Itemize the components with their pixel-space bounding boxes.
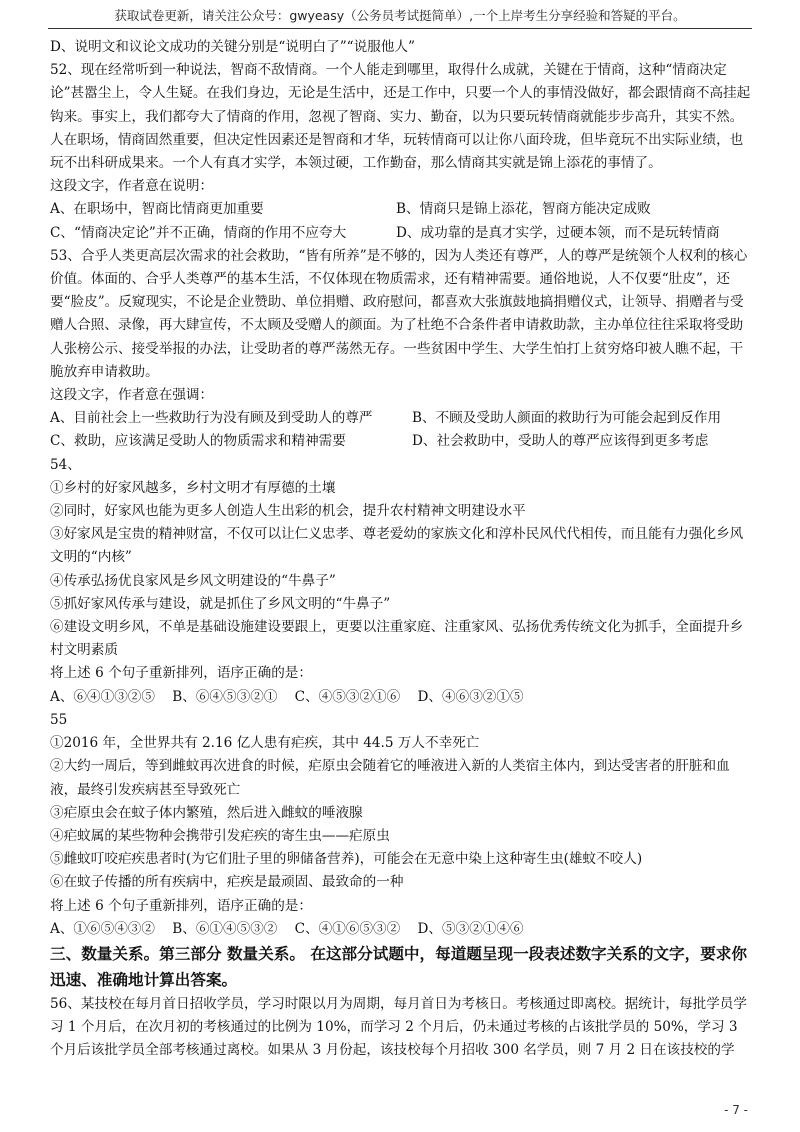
q53-options-row-2 [50, 430, 754, 453]
q54-options: A、⑥④①③②⑤ B、⑥④⑤③②① C、④⑤③②①⑥ D、④⑥③②①⑤ [50, 688, 524, 705]
q55-sentence-4: ④疟蚊属的某些物种会携带引发疟疾的寄生虫——疟原虫 [50, 827, 390, 844]
q55-sentence-2: ②大约一周后，等到雌蚊再次进食的时候，疟原虫会随着它的唾液进入新的人类宿主体内，到达受害者的肝脏和血液，最终引发疾病甚至导致死亡 [50, 758, 730, 798]
q55-sentence-5: ⑤雌蚊叮咬疟疾患者时(为它们肚子里的卵储备营养)，可能会在无意中染上这种寄生虫(雄蚊不咬人) [50, 851, 643, 868]
q54-sentence-5: ⑤抓好家风传承与建设，就是抓住了乡风文明的“牛鼻子” [50, 595, 391, 612]
q52-option-a: A、在职场中，智商比情商更加重要 [50, 201, 264, 218]
q53-passage: 53、合乎人类更高层次需求的社会救助，“皆有所养”是不够的，因为人类还有尊严，人的尊严是统领个人权利的核心价值。体面的、合乎人类尊严的基本生活，不仅体现在物质需求，还有精神需要。通俗地说，人不仅要“肚皮”，还要“脸皮”。反窥现实，不论是企业赞助、单位捐赠、政府慰问，都喜欢大张旗鼓地搞捐赠仪式，让领导、捐赠者与受赠人合照、录像，再大肆宣传，不太顾及受赠人的颜面。为了杜绝不合条件者申请救助款，主办单位往往采取将受助人张榜公示、接受举报的办法，让受助者的尊严荡然无存。一些贫困中学生、大学生怕打上贫穷烙印被人瞧不起，干脆放弃申请救助。 [50, 247, 748, 380]
q54-number: 54、 [50, 456, 81, 473]
q52-stem: 这段文字，作者意在说明： [50, 178, 214, 195]
q53-options-row-1 [50, 407, 754, 430]
q55-sentence-3: ③疟原虫会在蚊子体内繁殖，然后进入雌蚊的唾液腺 [50, 804, 363, 821]
q54-sentence-6: ⑥建设文明乡风，不单是基础设施建设要跟上，更要以注重家庭、注重家风、弘扬优秀传统文化为抓手，全面提升乡村文明素质 [50, 619, 744, 659]
q52-passage: 52、现在经常听到一种说法，智商不敌情商。一个人能走到哪里，取得什么成就，关键在于情商，这种“情商决定论”甚嚣尘上，令人生疑。在我们身边，无论是生活中，还是工作中，只要一个人的事情没做好，都会跟情商不高挂起钩来。事实上，我们都夸大了情商的作用，忽视了智商、实力、勤奋，以为只要玩转情商就能步步高升，其实不然。人在职场，情商固然重要，但决定性因素还是智商和才华，玩转情商可以让你八面玲珑，但毕竟玩不出实际业绩，也玩不出科研成果来。一个人有真才实学，本领过硬，工作勤奋，那么情商其实就是锦上添花的事情了。 [50, 62, 751, 172]
header-divider [48, 28, 752, 29]
q54-stem: 将上述 6 个句子重新排列，语序正确的是： [50, 665, 312, 682]
q55-stem: 将上述 6 个句子重新排列，语序正确的是： [50, 897, 312, 914]
q56-passage: 56、某技校在每月首日招收学员，学习时限以月为周期，每月首日为考核日。考核通过即离校。据统计，每批学员学习 1 个月后，在次月初的考核通过的比例为 10%，而学习 2 个月后，仍未通过考核的占该批学员的 50%，学习 3 个月后该批学员全部考核通过离校。如果从 3 月份起，该技校每个月招收 300 名学员，则 7 月 2 日在该技校的学 [50, 995, 747, 1059]
q54-sentence-1: ①乡村的好家风越多，乡村文明才有厚德的土壤 [50, 479, 336, 496]
q55-number: 55 [50, 711, 68, 728]
q55-sentence-1: ①2016 年，全世界共有 2.16 亿人患有疟疾，其中 44.5 万人不幸死亡 [50, 735, 480, 752]
q54-sentence-2: ②同时，好家风也能为更多人创造人生出彩的机会，提升农村精神文明建设水平 [50, 503, 526, 520]
prev-question-option-d: D、说明文和议论文成功的关键分别是“说明白了”“说服他人” [50, 39, 415, 55]
q55-sentence-6: ⑥在蚊子传播的所有疾病中，疟疾是最顽固、最致命的一种 [50, 874, 404, 891]
q53-option-b: B、不顾及受助人颜面的救助行为可能会起到反作用 [412, 410, 722, 427]
q52-options-row-1 [50, 198, 754, 221]
q52-option-d: D、成功靠的是真才实学，过硬本领，而不是玩转情商 [396, 224, 720, 241]
page-header: 获取试卷更新，请关注公众号：gwyeasy（公务员考试挺简单）,一个上岸考生分享经验和答疑的平台。 [114, 8, 686, 23]
q52-options-row-2 [50, 222, 754, 245]
page-content [50, 36, 754, 1063]
q53-option-d: D、社会救助中，受助人的尊严应该得到更多考虑 [412, 433, 709, 450]
q52-option-b: B、情商只是锦上添花，智商方能决定成败 [396, 201, 651, 218]
q54-sentence-3: ③好家风是宝贵的精神财富，不仅可以让仁义忠孝、尊老爱幼的家族文化和淳朴民风代代相传，而且能有力强化乡风文明的“内核” [50, 526, 744, 566]
q53-option-a: A、目前社会上一些救助行为没有顾及到受助人的尊严 [50, 410, 373, 427]
q55-options: A、①⑥⑤④③② B、⑥①④⑤③② C、④①⑥⑤③② D、⑤③②①④⑥ [50, 920, 524, 937]
q52-option-c: C、“情商决定论”并不正确，情商的作用不应夸大 [50, 224, 347, 241]
q53-option-c: C、救助，应该满足受助人的物质需求和精神需要 [50, 433, 346, 450]
section-3-title: 三、数量关系。第三部分 数量关系。 在这部分试题中，每道题呈现一段表述数字关系的文字，要求你迅速、准确地计算出答案。 [50, 944, 747, 989]
page-number: - 7 - [724, 1103, 748, 1117]
q54-sentence-4: ④传承弘扬优良家风是乡风文明建设的“牛鼻子” [50, 572, 336, 589]
q53-stem: 这段文字，作者意在强调： [50, 387, 214, 404]
